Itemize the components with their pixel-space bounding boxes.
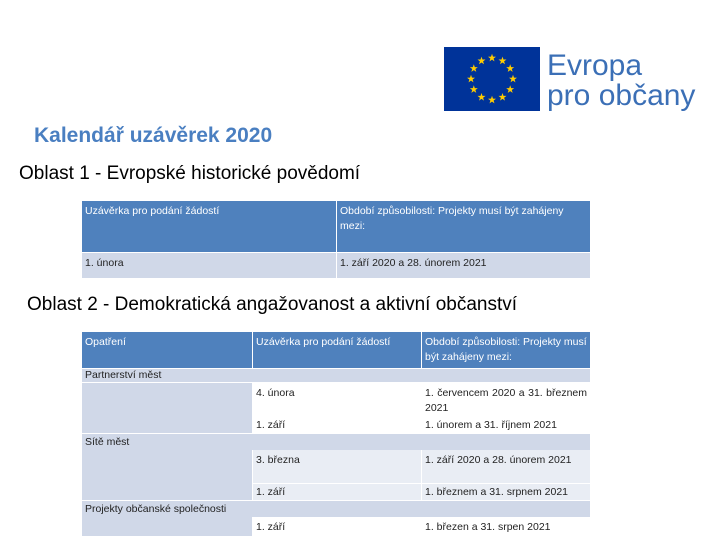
logo-line-1: Evropa	[547, 49, 643, 82]
area-1-heading: Oblast 1 - Evropské historické povědomí	[19, 163, 361, 184]
area2-header-measure: Opatření	[82, 332, 252, 368]
area2-header-period: Období způsobilosti: Projekty musí být zahájeny mezi:	[422, 332, 590, 368]
site-row1-period: 1. září 2020 a 28. únorem 2021	[422, 450, 590, 483]
flag-star-icon	[478, 93, 486, 101]
flag-star-icon	[509, 75, 517, 83]
flag-star-icon	[499, 57, 507, 65]
flag-star-icon	[488, 54, 496, 62]
flag-star-icon	[467, 75, 475, 83]
flag-star-icon	[499, 93, 507, 101]
flag-star-icon	[488, 96, 496, 104]
area1-header-period: Období způsobilosti: Projekty musí být zahájeny mezi:	[337, 201, 590, 252]
flag-star-icon	[506, 64, 514, 72]
evropa-pro-obcany-logo	[444, 47, 696, 119]
area2-header-deadline: Uzávěrka pro podání žádostí	[253, 332, 421, 368]
projekty-row1-deadline: 1. září	[253, 517, 421, 536]
partnerstvi-row2-period: 1. únorem a 31. říjnem 2021	[422, 417, 590, 433]
section-site-spacer	[82, 450, 252, 500]
partnerstvi-row1-period: 1. červencem 2020 a 31. březnem 2021	[422, 383, 590, 416]
area1-row-deadline: 1. února	[82, 253, 336, 278]
area1-header-deadline: Uzávěrka pro podání žádostí	[82, 201, 336, 252]
eu-flag-icon	[444, 47, 540, 111]
flag-star-icon	[470, 85, 478, 93]
page-title: Kalendář uzávěrek 2020	[34, 124, 273, 147]
partnerstvi-row2-deadline: 1. září	[253, 417, 421, 433]
flag-star-icon	[506, 85, 514, 93]
partnerstvi-row1-deadline: 4. února	[253, 383, 421, 416]
area-2-heading: Oblast 2 - Demokratická angažovanost a aktivní občanství	[27, 294, 518, 315]
section-partnerstvi-mest: Partnerství měst	[82, 369, 590, 382]
section-projekty-obcanske-spolecnosti: Projekty občanské společnosti	[82, 501, 590, 517]
site-row2-deadline: 1. září	[253, 484, 421, 500]
section-partnerstvi-spacer	[82, 383, 252, 433]
section-projekty-spacer	[82, 517, 252, 536]
section-site-mest: Sítě měst	[82, 434, 590, 450]
flag-star-icon	[478, 57, 486, 65]
area1-row-period: 1. září 2020 a 28. únorem 2021	[337, 253, 590, 278]
site-row2-period: 1. březnem a 31. srpnem 2021	[422, 484, 590, 500]
projekty-row1-period: 1. březen a 31. srpen 2021	[422, 517, 590, 536]
logo-line-2: pro občany	[547, 79, 696, 112]
flag-star-icon	[470, 64, 478, 72]
site-row1-deadline: 3. března	[253, 450, 421, 483]
logo-text	[547, 51, 695, 111]
